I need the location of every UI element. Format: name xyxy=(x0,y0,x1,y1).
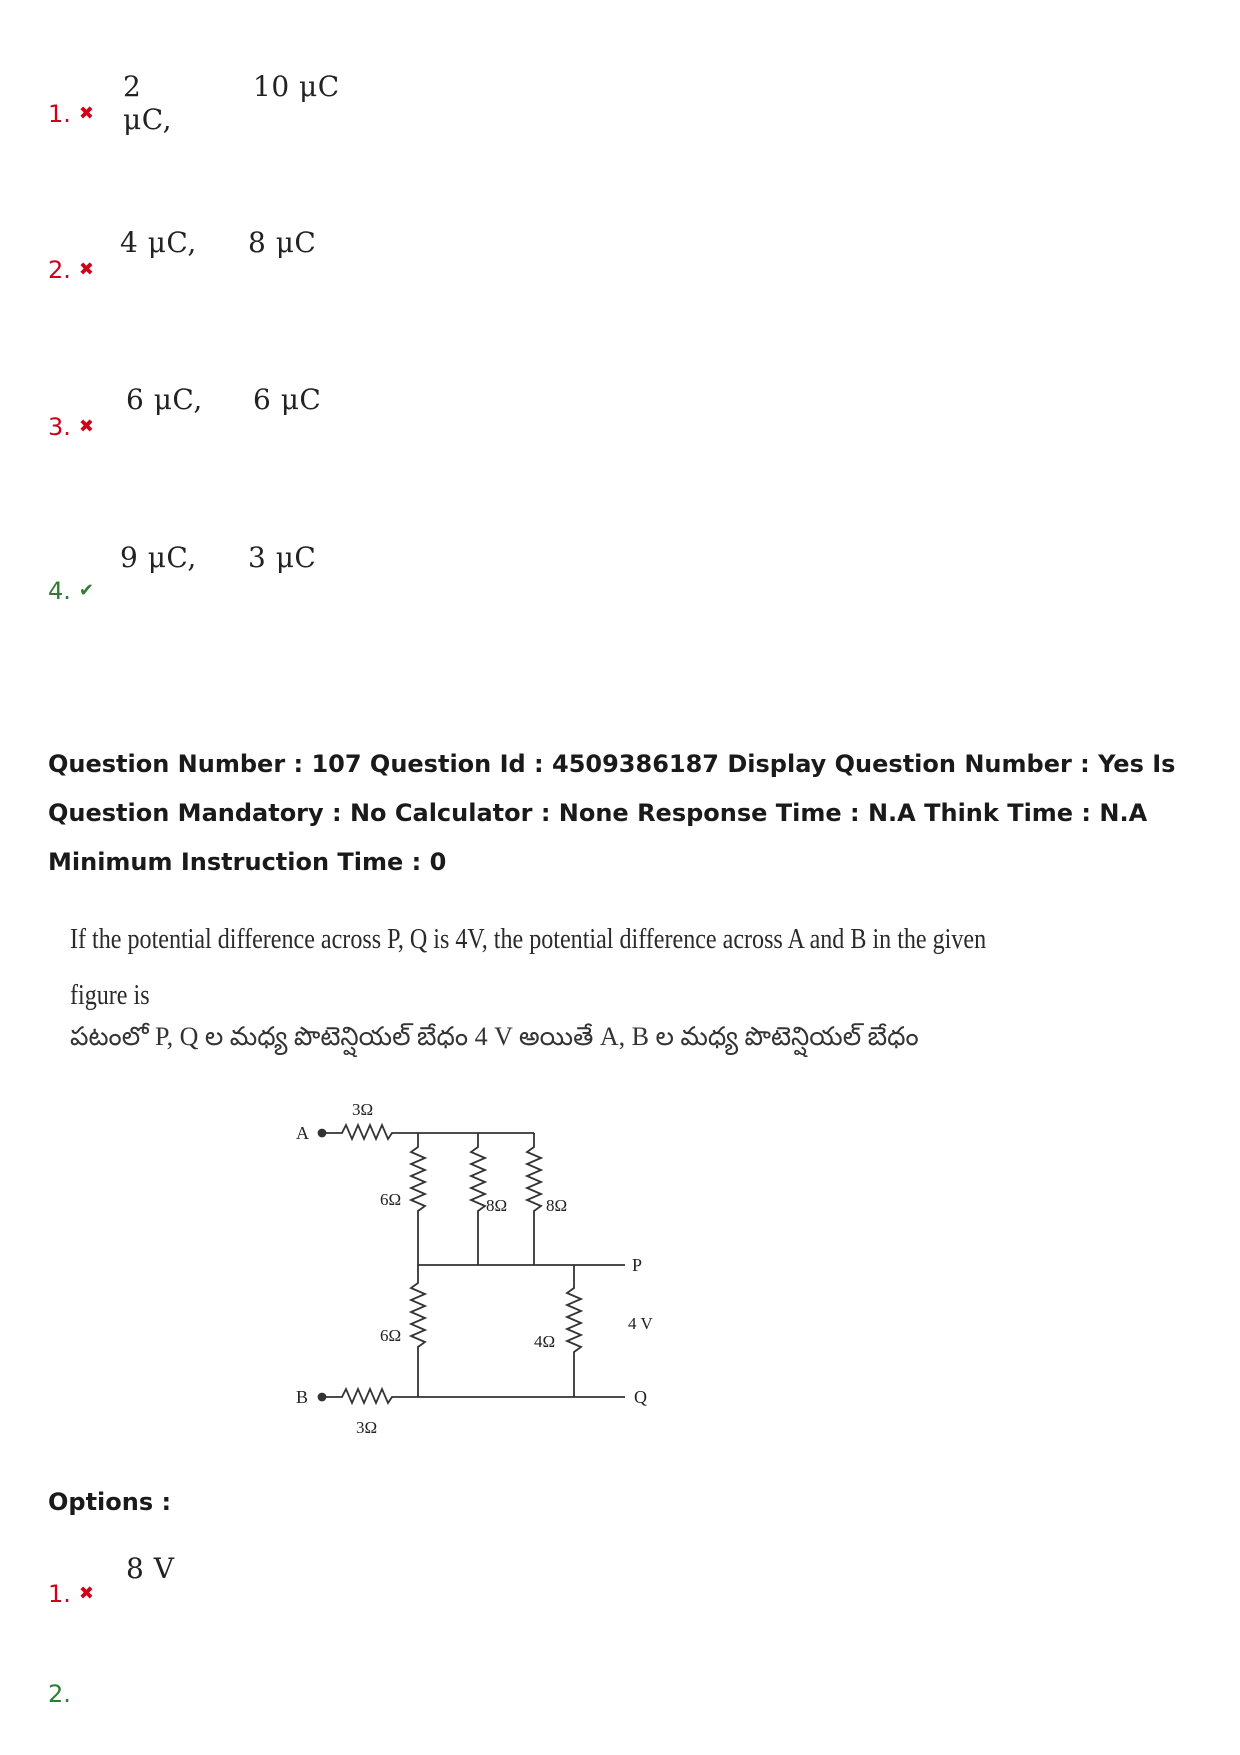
option-value: 9 μC, xyxy=(120,541,197,574)
label-r-upper-right: 8Ω xyxy=(546,1196,568,1215)
label-r-top-series: 3Ω xyxy=(352,1100,374,1119)
resistor-top-series xyxy=(326,1125,534,1139)
option-value: 3 μC xyxy=(248,541,317,574)
option-number: 1. xyxy=(48,100,71,128)
resistor-lower-left xyxy=(411,1265,425,1397)
option-number: 1. xyxy=(48,1580,71,1608)
check-icon: ✔ xyxy=(78,580,94,601)
option-value: 6 μC, xyxy=(126,383,203,416)
resistor-upper-left xyxy=(411,1133,425,1265)
circuit-diagram xyxy=(280,1095,680,1465)
cross-icon: ✖ xyxy=(78,1583,94,1604)
option-number: 4. xyxy=(48,577,71,605)
option-number: 2. xyxy=(48,1680,71,1708)
resistor-lower-right xyxy=(567,1265,581,1397)
terminal-b-dot xyxy=(319,1394,326,1401)
label-r-lower-right: 4Ω xyxy=(534,1332,556,1351)
label-r-upper-mid: 8Ω xyxy=(486,1196,508,1215)
terminal-a-dot xyxy=(319,1130,326,1137)
cross-icon: ✖ xyxy=(78,416,94,437)
question-text-te: పటంలో P, Q ల మధ్య పొటెన్షియల్ బేధం 4 V అయితే A, B ల మధ్య పొటెన్షియల్ బేధం xyxy=(70,1022,919,1051)
label-r-bottom-series: 3Ω xyxy=(356,1418,378,1437)
option-value: 8 μC xyxy=(248,226,317,259)
option-number: 2. xyxy=(48,256,71,284)
label-voltage: 4 V xyxy=(628,1314,653,1333)
option-2 xyxy=(48,1680,71,1708)
options-label: Options : xyxy=(48,1488,172,1516)
question-text-en xyxy=(70,912,1170,1024)
option-value: 4 μC, xyxy=(120,226,197,259)
label-q: Q xyxy=(634,1387,647,1407)
label-a: A xyxy=(296,1123,309,1143)
cross-icon: ✖ xyxy=(78,103,94,124)
option-value: 8 V xyxy=(126,1552,175,1585)
label-r-upper-left: 6Ω xyxy=(380,1190,402,1209)
question-text-line: figure is xyxy=(70,980,150,1011)
resistor-upper-right xyxy=(527,1133,541,1265)
option-number: 3. xyxy=(48,413,71,441)
question-meta: Question Number : 107 Question Id : 4509386187 Display Question Number : Yes Is Question Mandatory : No Calculator : None Response Time : N.A Think Time : N.A Minimum Instruction Time : 0 xyxy=(48,750,1176,876)
label-b: B xyxy=(296,1387,309,1407)
resistor-bottom-series xyxy=(326,1389,625,1403)
label-p: P xyxy=(632,1255,643,1275)
resistor-upper-mid xyxy=(471,1133,485,1265)
cross-icon: ✖ xyxy=(78,259,94,280)
option-value: 2 μC, xyxy=(123,70,173,136)
option-value: 10 μC xyxy=(253,70,340,103)
option-value: 6 μC xyxy=(253,383,322,416)
label-r-lower-left: 6Ω xyxy=(380,1326,402,1345)
question-text-line: If the potential difference across P, Q is 4V, the potential difference across A and B in the given xyxy=(70,924,987,955)
